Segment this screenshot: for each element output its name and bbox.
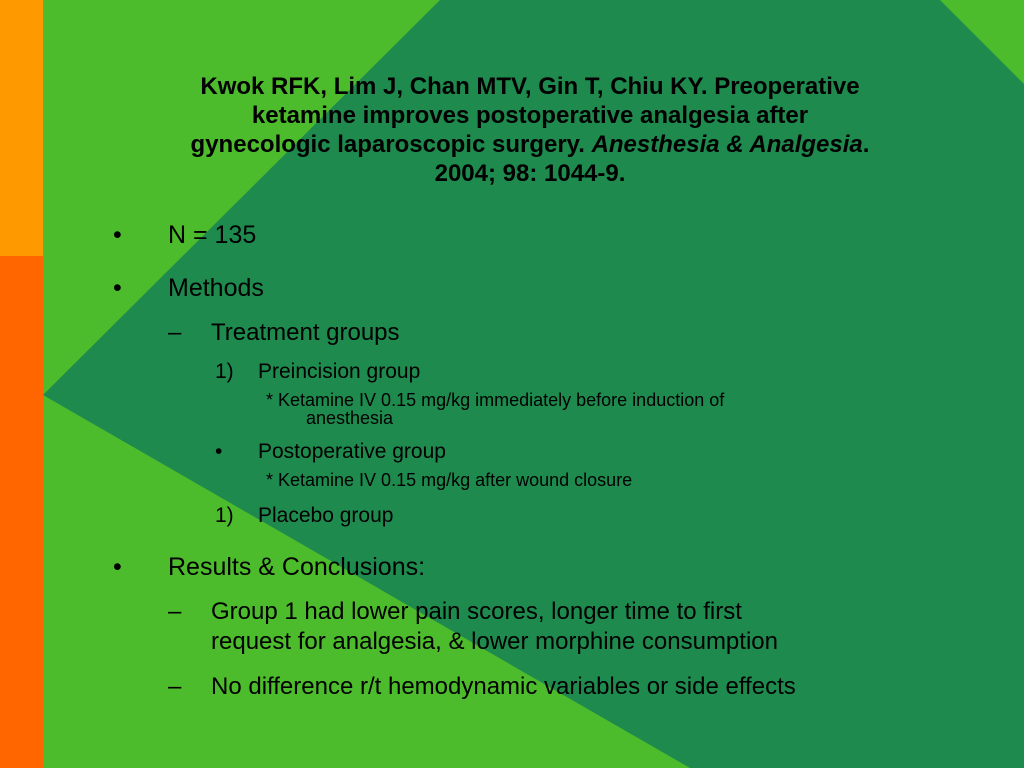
left-accent-bar-top — [0, 0, 43, 256]
result-2: No difference r/t hemodynamic variables or side effects — [211, 673, 796, 700]
detail-postoperative: * Ketamine IV 0.15 mg/kg after wound closure — [266, 470, 633, 490]
title-line-2: ketamine improves postoperative analgesia after — [251, 102, 809, 129]
title-line-3 — [100, 130, 960, 159]
title-line-3-end: . — [862, 131, 870, 158]
number-marker-preincision: 1) — [215, 360, 234, 383]
bullet-marker-n: • — [113, 221, 122, 249]
bullet-marker-postoperative: • — [215, 440, 223, 463]
journal-name: Anesthesia & Analgesia — [591, 131, 863, 158]
number-marker-placebo: 1) — [215, 504, 234, 527]
bullet-marker-methods: • — [113, 274, 122, 302]
detail-preincision-line-1: * Ketamine IV 0.15 mg/kg immediately before induction of — [266, 390, 725, 410]
dash-marker-result-1: – — [168, 598, 182, 625]
item-preincision-group: Preincision group — [258, 360, 421, 383]
dash-marker-treatment: – — [168, 319, 182, 346]
bullet-n: N = 135 — [168, 221, 257, 249]
bullet-methods: Methods — [168, 274, 264, 302]
title-line-1: Kwok RFK, Lim J, Chan MTV, Gin T, Chiu KY. Preoperative — [200, 73, 860, 100]
slide-title — [100, 72, 960, 188]
dash-marker-result-2: – — [168, 673, 182, 700]
sub-bullet-treatment-groups: Treatment groups — [211, 319, 400, 346]
bullet-results-conclusions: Results & Conclusions: — [168, 553, 426, 581]
result-1-line-1: Group 1 had lower pain scores, longer time to first — [211, 598, 742, 625]
result-1-line-2: request for analgesia, & lower morphine consumption — [211, 628, 778, 655]
detail-preincision-line-2: anesthesia — [306, 408, 394, 428]
title-line-3-text: gynecologic laparoscopic surgery. — [190, 131, 592, 158]
item-postoperative-group: Postoperative group — [258, 440, 446, 463]
bullet-marker-results: • — [113, 553, 122, 581]
left-accent-bar-bottom — [0, 256, 43, 768]
title-line-4: 2004; 98: 1044-9. — [434, 160, 626, 187]
item-placebo-group: Placebo group — [258, 504, 394, 527]
